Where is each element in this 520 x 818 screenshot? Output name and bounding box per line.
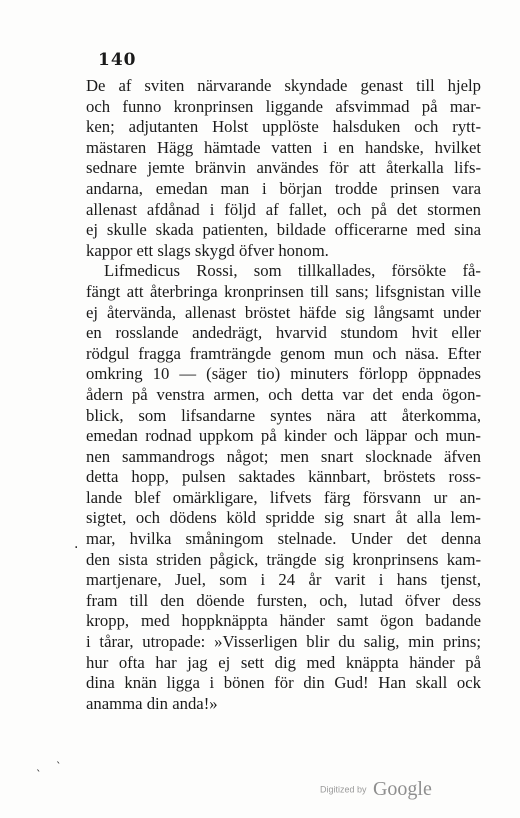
- margin-mark: ˋ: [56, 760, 62, 773]
- paragraph-2: [86, 261, 481, 714]
- text-line: ej återvända, allenast bröstet häfde sig långsamt under: [86, 302, 481, 322]
- body-text: [86, 76, 481, 714]
- text-line: rödgul fragga framträngde genom mun och näsa. Efter: [86, 343, 481, 363]
- text-line: nen sammandrogs något; men snart slocknade äfven: [86, 446, 481, 466]
- text-line: kropp, med hoppknäppta händer samt ögon badande: [86, 611, 481, 631]
- text-line: kappor ett slags skygd öfver honom.: [86, 240, 329, 260]
- text-line: detta hopp, pulsen saktades kännbart, bröstets ross-: [86, 467, 481, 487]
- text-line: fram till den döende fursten, och, lutad öfver dess: [86, 590, 481, 610]
- text-line: i tårar, utropade: »Visserligen blir du salig, min prins;: [86, 632, 481, 652]
- text-line: allenast afdånad i följd af fallet, och på det stormen: [86, 199, 481, 219]
- text-line: andarna, emedan man i början trodde prinsen vara: [86, 178, 481, 198]
- text-line: en rosslande andedrägt, hvarvid stundom hvit eller: [86, 323, 481, 343]
- text-line: emedan rodnad uppkom på kinder och läppar och mun-: [86, 426, 481, 446]
- text-line: ej skulle skada patienten, bildade officerarne med sina: [86, 220, 481, 240]
- text-line: fängt att återbringa kronprinsen till sans; lifsgnistan ville: [86, 281, 481, 301]
- text-line: omkring 10 — (säger tio) minuters förlopp öppnades: [86, 364, 481, 384]
- text-line: sigtet, och dödens köld spridde sig snart åt alla lem-: [86, 508, 481, 528]
- text-line: ken; adjutanten Holst upplöste halsduken och rytt-: [86, 117, 481, 137]
- text-line: hur ofta har jag ej sett dig med knäppta händer på: [86, 652, 481, 672]
- text-line: anamma din anda!»: [86, 693, 218, 713]
- paragraph-1: [86, 76, 481, 261]
- text-line: dina knän ligga i bönen för din Gud! Han skall ock: [86, 673, 481, 693]
- text-line: Lifmedicus Rossi, som tillkallades, försökte få-: [104, 261, 481, 281]
- text-line: lande blef omärkligare, lifvets färg försvann ur an-: [86, 487, 481, 507]
- text-line: mar, hvilka småningom stelnade. Under det denna: [86, 529, 481, 549]
- margin-dot: ·: [74, 540, 79, 556]
- page-number: 140: [98, 50, 137, 70]
- text-line: blick, som lifsandarne syntes nära att återkomma,: [86, 405, 481, 425]
- text-line: mästaren Hägg hämtade vatten i en handske, hvilket: [86, 137, 481, 157]
- text-line: den sista striden pågick, trängde sig kronprinsens kam-: [86, 549, 481, 569]
- google-logo: Google: [372, 778, 432, 800]
- text-line: ådern på venstra armen, och detta var det enda ögon-: [86, 384, 481, 404]
- digitized-watermark: [320, 778, 432, 801]
- watermark-prefix: Digitized by: [320, 784, 367, 795]
- text-line: martjenare, Juel, som i 24 år varit i hans tjenst,: [86, 570, 481, 590]
- text-line: sednare jemte bränvin användes för att återkalla lifs-: [86, 158, 481, 178]
- margin-mark: ˋ: [36, 768, 42, 781]
- text-line: och funno kronprinsen liggande afsvimmad på mar-: [86, 96, 481, 116]
- text-line: De af sviten närvarande skyndade genast till hjelp: [86, 76, 481, 95]
